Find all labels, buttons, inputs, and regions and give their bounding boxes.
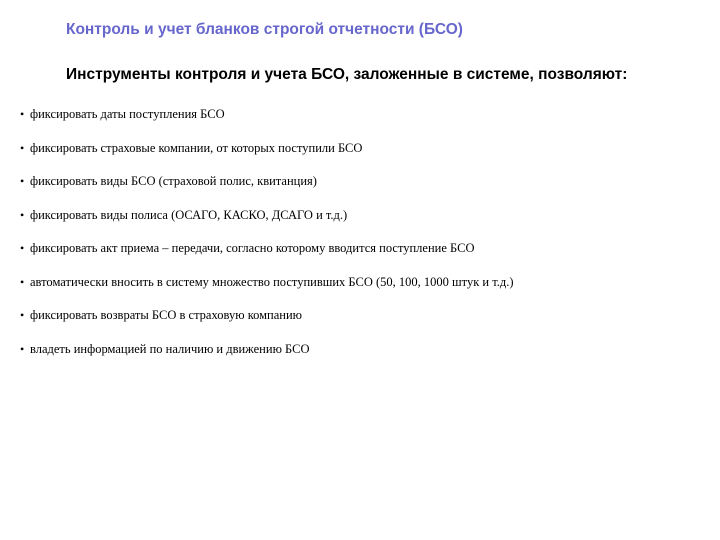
bullet-text: фиксировать виды БСО (страховой полис, квитанция)	[30, 174, 317, 188]
bullet-item	[20, 240, 514, 274]
slide-title: Контроль и учет бланков строгой отчетности (БСО)	[66, 21, 463, 38]
bullet-text: фиксировать даты поступления БСО	[30, 107, 225, 121]
bullet-icon: •	[20, 207, 25, 222]
bullet-list	[20, 106, 514, 374]
bullet-item	[20, 140, 514, 174]
bullet-icon: •	[20, 174, 25, 188]
bullet-text: фиксировать акт приема – передачи, согласно которому вводится поступление БСО	[30, 241, 475, 255]
bullet-icon: •	[20, 341, 25, 356]
bullet-icon: •	[20, 274, 25, 289]
bullet-icon: •	[20, 308, 25, 322]
bullet-item	[20, 106, 514, 140]
bullet-icon: •	[20, 140, 25, 155]
bullet-text: фиксировать возвраты БСО в страховую компанию	[30, 308, 303, 322]
bullet-item	[20, 307, 514, 341]
bullet-item	[20, 173, 514, 207]
bullet-item	[20, 341, 514, 375]
bullet-item	[20, 207, 514, 241]
bullet-icon: •	[20, 107, 25, 121]
bullet-icon: •	[20, 241, 25, 255]
bullet-text: фиксировать страховые компании, от которых поступили БСО	[30, 140, 363, 155]
bullet-text: автоматически вносить в систему множество поступивших БСО (50, 100, 1000 штук и т.д.)	[30, 274, 514, 289]
slide-subtitle: Инструменты контроля и учета БСО, заложенные в системе, позволяют:	[66, 66, 628, 83]
bullet-item	[20, 274, 514, 308]
bullet-text: владеть информацией по наличию и движению БСО	[30, 341, 310, 356]
bullet-text: фиксировать виды полиса (ОСАГО, КАСКО, ДСАГО и т.д.)	[30, 207, 348, 222]
